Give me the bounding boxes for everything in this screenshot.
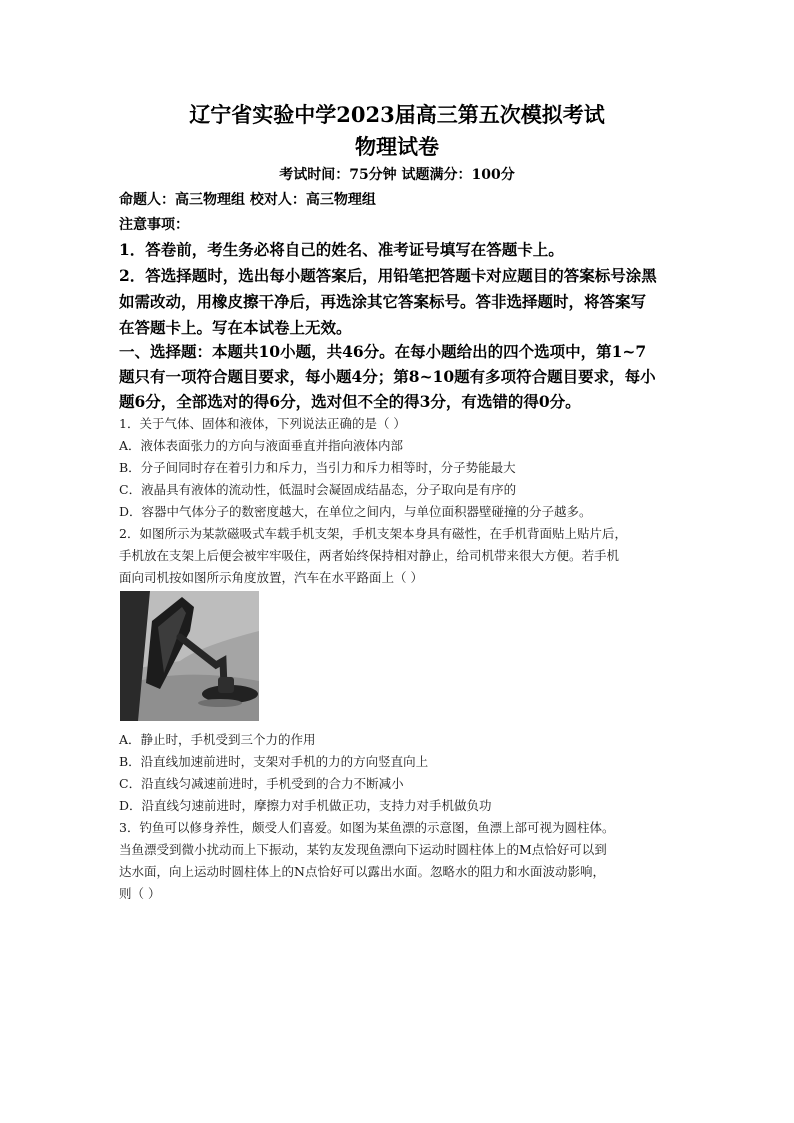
question-2-stem: 手机放在支架上后便会被牢牢吸住，两者始终保持相对静止，给司机带来很大方便。若手机 [119,548,620,563]
section-instructions: 题6分，全部选对的得6分，选对但不全的得3分，有选错的得0分。 [119,392,581,411]
question-2-stem: 2．如图所示为某款磁吸式车载手机支架，手机支架本身具有磁性，在手机背面贴上贴片后， [119,526,627,541]
note-item: 在答题卡上。写在本试卷上无效。 [119,318,352,337]
question-2-option-a: A．静止时，手机受到三个力的作用 [119,732,316,747]
question-2-option-c: C．沿直线匀减速前进时，手机受到的合力不断减小 [119,776,404,791]
exam-title: 辽宁省实验中学2023届高三第五次模拟考试 [189,102,605,127]
question-1-option-c: C．液晶具有液体的流动性，低温时会凝固成结晶态，分子取向是有序的 [119,482,517,497]
setters-line: 命题人：高三物理组 校对人：高三物理组 [119,192,376,208]
note-item: 1．答卷前，考生务必将自己的姓名、准考证号填写在答题卡上。 [119,240,564,259]
question-2-option-d: D．沿直线匀速前进时，摩擦力对手机做正功，支持力对手机做负功 [119,798,492,813]
exam-info: 考试时间：75分钟 试题满分：100分 [279,167,515,183]
phone-holder-photo [120,591,259,721]
section-instructions: 题只有一项符合题目要求，每小题4分；第8~10题有多项符合题目要求，每小 [119,367,656,386]
question-3-stem: 则（ ） [119,886,161,901]
question-3-stem: 3．钓鱼可以修身养性，颇受人们喜爱。如图为某鱼漂的示意图，鱼漂上部可视为圆柱体。 [119,820,615,835]
section-instructions: 一、选择题：本题共10小题，共46分。在每小题给出的四个选项中，第1~7 [119,342,647,361]
question-3-stem: 当鱼漂受到微小扰动而上下振动，某钓友发现鱼漂向下运动时圆柱体上的M点恰好可以到 [119,842,607,857]
question-2-stem: 面向司机按如图所示角度放置，汽车在水平路面上（ ） [119,570,423,585]
question-1-option-b: B．分子间同时存在着引力和斥力，当引力和斥力相等时，分子势能最大 [119,460,516,475]
notes-heading: 注意事项： [119,217,189,233]
note-item: 如需改动，用橡皮擦干净后，再选涂其它答案标号。答非选择题时，将答案写 [119,292,647,311]
question-1-option-a: A．液体表面张力的方向与液面垂直并指向液体内部 [119,438,404,453]
subject-title: 物理试卷 [355,134,439,159]
question-3-stem: 达水面，向上运动时圆柱体上的N点恰好可以露出水面。忽略水的阻力和水面波动影响， [119,864,605,879]
question-1-option-d: D．容器中气体分子的数密度越大，在单位之间内，与单位面积器壁碰撞的分子越多。 [119,504,592,519]
question-1-stem: 1．关于气体、固体和液体，下列说法正确的是（ ） [119,416,406,431]
question-2-option-b: B．沿直线加速前进时，支架对手机的力的方向竖直向上 [119,754,429,769]
note-item: 2．答选择题时，选出每小题答案后，用铅笔把答题卡对应题目的答案标号涂黑 [119,266,657,285]
